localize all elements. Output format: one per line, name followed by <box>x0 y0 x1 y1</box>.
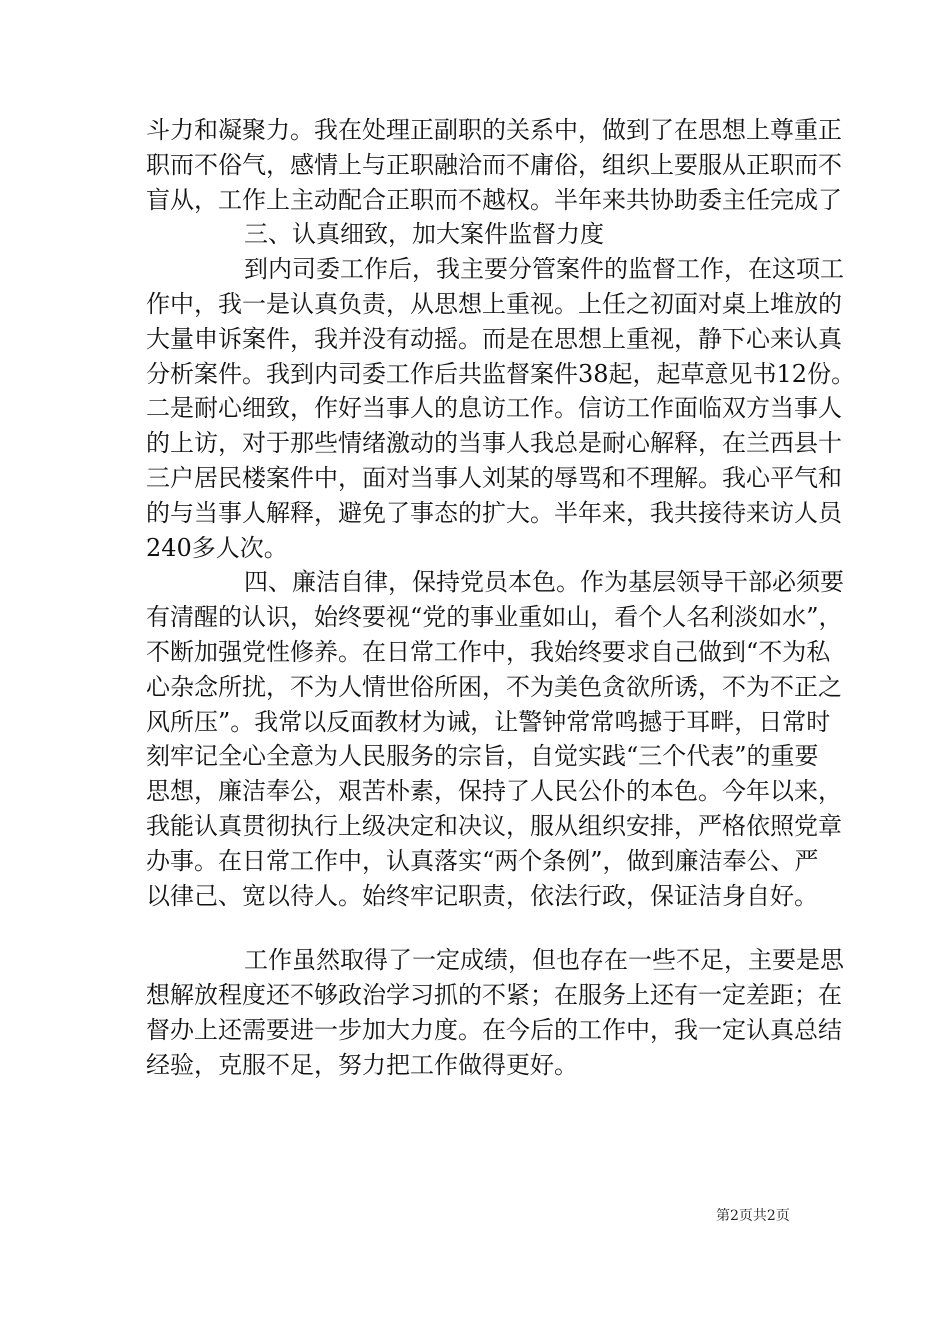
text-line: 大量申诉案件，我并没有动摇。而是在思想上重视，静下心来认真 <box>146 324 842 353</box>
text-line: 刻牢记全心全意为人民服务的宗旨，自觉实践“三个代表”的重要 <box>146 742 819 771</box>
text-line: 斗力和凝聚力。我在处理正副职的关系中，做到了在思想上尊重正 <box>146 116 842 144</box>
text-line: 240多人次。 <box>146 533 288 562</box>
heading-text: 三、认真细致，加大案件监督力度 <box>244 220 604 249</box>
text-line: 到内司委工作后，我主要分管案件的监督工作，在这项工 <box>244 255 844 284</box>
text-line: 的与当事人解释，避免了事态的扩大。半年来，我共接待来访人员 <box>146 498 842 527</box>
text-line: 的上访，对于那些情绪激动的当事人我总是耐心解释，在兰西县十 <box>146 429 842 458</box>
paragraph-integrity <box>146 565 844 913</box>
text-line: 有清醒的认识，始终要视“党的事业重如山，看个人名利淡如水”， <box>146 603 843 632</box>
text-line: 盲从，工作上主动配合正职而不越权。半年来共协助委主任完成了 <box>146 185 842 214</box>
text-line: 风所压”。我常以反面教材为诫，让警钟常常鸣撼于耳畔，日常时 <box>146 707 831 736</box>
text-line: 我能认真贯彻执行上级决定和决议，服从组织安排，严格依照党章 <box>146 811 842 840</box>
text-line: 四、廉洁自律，保持党员本色。作为基层领导干部必须要 <box>244 568 844 597</box>
section-heading <box>146 217 816 252</box>
text-line: 工作虽然取得了一定成绩，但也存在一些不足，主要是思 <box>244 946 844 975</box>
text-line: 三户居民楼案件中，面对当事人刘某的辱骂和不理解。我心平气和 <box>146 463 842 492</box>
paragraph-shortcomings <box>146 943 844 1082</box>
text-line: 以律己、宽以待人。始终牢记职责，依法行政，保证洁身自好。 <box>146 881 818 910</box>
paragraph-case-supervision <box>146 252 856 565</box>
text-line: 想解放程度还不够政治学习抓的不紧；在服务上还有一定差距；在 <box>146 981 842 1010</box>
document-body <box>146 113 856 1083</box>
text-line: 作中，我一是认真负责，从思想上重视。上任之初面对桌上堆放的 <box>146 289 842 318</box>
text-line: 经验，克服不足，努力把工作做得更好。 <box>146 1050 578 1079</box>
text-line: 二是耐心细致，作好当事人的息访工作。信访工作面临双方当事人 <box>146 394 842 423</box>
page-number: 第2页共2页 <box>716 1208 790 1224</box>
text-line: 职而不俗气，感情上与正职融洽而不庸俗，组织上要服从正职而不 <box>146 150 842 179</box>
text-line: 心杂念所扰，不为人情世俗所困，不为美色贪欲所诱，不为不正之 <box>146 672 842 701</box>
text-line: 不断加强党性修养。在日常工作中，我始终要求自己做到“不为私 <box>146 637 831 666</box>
text-line: 分析案件。我到内司委工作后共监督案件38起，起草意见书12份。 <box>146 359 856 388</box>
paragraph-spacer <box>146 913 816 943</box>
paragraph-continued <box>146 113 842 217</box>
text-line: 思想，廉洁奉公，艰苦朴素，保持了人民公仆的本色。今年以来， <box>146 777 842 806</box>
text-line: 督办上还需要进一步加大力度。在今后的工作中，我一定认真总结 <box>146 1015 842 1044</box>
text-line: 办事。在日常工作中，认真落实“两个条例”，做到廉洁奉公、严 <box>146 846 819 875</box>
